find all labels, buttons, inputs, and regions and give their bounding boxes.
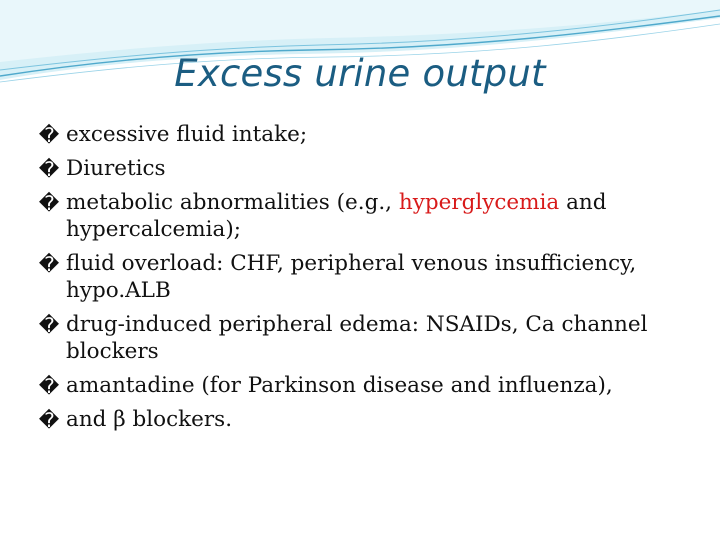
slide-title: Excess urine output <box>174 52 546 95</box>
bullet-text: Diuretics <box>66 156 166 181</box>
bullet-marker-icon: � <box>38 191 60 215</box>
bullet-item <box>38 155 708 182</box>
bullet-marker-icon: � <box>38 374 60 398</box>
bullet-text: drug-induced peripheral edema: NSAIDs, Ca channel blockers <box>66 312 648 364</box>
bullet-marker-icon: � <box>38 252 60 276</box>
highlighted-term: hyperglycemia <box>398 190 560 215</box>
bullet-item <box>38 406 708 433</box>
bullet-text: amantadine (for Parkinson disease and influenza), <box>66 373 613 398</box>
bullet-text: and β blockers. <box>66 407 233 432</box>
bullet-list <box>38 121 708 440</box>
bullet-text: metabolic abnormalities (e.g., <box>66 190 399 215</box>
bullet-item <box>38 311 708 365</box>
bullet-marker-icon: � <box>38 123 60 147</box>
bullet-item <box>38 189 708 243</box>
bullet-item <box>38 250 708 304</box>
bullet-marker-icon: � <box>38 157 60 181</box>
bullet-marker-icon: � <box>38 313 60 337</box>
bullet-item <box>38 372 708 399</box>
bullet-text: and hypercalcemia); <box>66 190 607 242</box>
bullet-text: excessive fluid intake; <box>66 122 308 147</box>
bullet-marker-icon: � <box>38 408 60 432</box>
bullet-text: fluid overload: CHF, peripheral venous insufficiency, hypo.ALB <box>66 251 637 303</box>
bullet-item <box>38 121 708 148</box>
